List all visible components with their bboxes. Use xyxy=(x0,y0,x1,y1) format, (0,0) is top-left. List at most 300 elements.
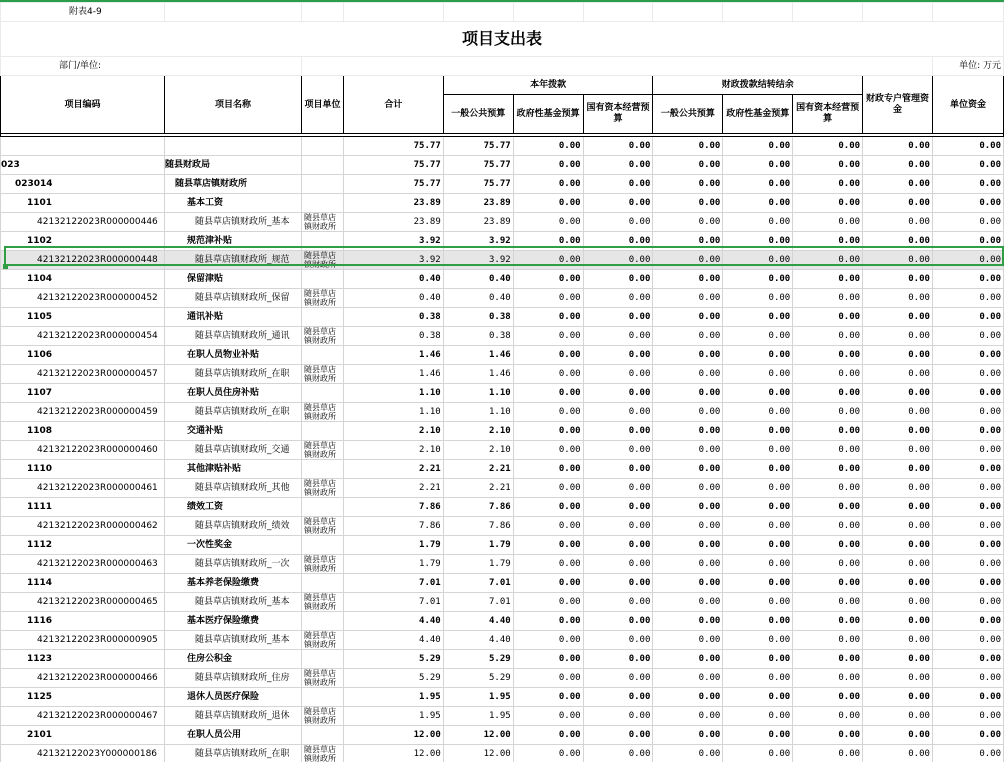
cell-amount[interactable]: 1.46 xyxy=(343,365,443,384)
cell-amount[interactable]: 0.00 xyxy=(583,536,653,555)
cell-amount[interactable]: 12.00 xyxy=(443,726,513,745)
cell-name[interactable] xyxy=(164,137,301,156)
cell-amount[interactable]: 0.00 xyxy=(583,460,653,479)
cell-amount[interactable]: 0.40 xyxy=(443,289,513,308)
cell-amount[interactable]: 2.10 xyxy=(443,441,513,460)
cell-code[interactable]: 1123 xyxy=(1,650,165,669)
cell-unit[interactable] xyxy=(301,460,343,479)
cell-amount[interactable]: 12.00 xyxy=(443,745,513,762)
cell-amount[interactable]: 0.00 xyxy=(653,631,723,650)
cell-amount[interactable]: 0.00 xyxy=(863,270,933,289)
cell-code[interactable]: 1112 xyxy=(1,536,165,555)
cell-code[interactable]: 1101 xyxy=(1,194,165,213)
cell-code[interactable]: 42132122023R000000461 xyxy=(1,479,165,498)
cell-amount[interactable]: 0.00 xyxy=(863,251,933,270)
cell-code[interactable]: 1102 xyxy=(1,232,165,251)
cell-amount[interactable]: 0.00 xyxy=(513,707,583,726)
cell-amount[interactable]: 0.00 xyxy=(863,574,933,593)
cell-unit[interactable] xyxy=(301,308,343,327)
cell-name[interactable]: 随县草店镇财政所_绩效 xyxy=(164,517,301,536)
cell-amount[interactable]: 0.00 xyxy=(932,194,1003,213)
cell-amount[interactable]: 4.40 xyxy=(343,631,443,650)
cell-amount[interactable]: 0.00 xyxy=(723,726,793,745)
cell-amount[interactable]: 1.79 xyxy=(343,555,443,574)
cell-amount[interactable]: 0.00 xyxy=(793,536,863,555)
cell-amount[interactable]: 0.00 xyxy=(863,479,933,498)
cell-amount[interactable]: 0.00 xyxy=(863,669,933,688)
cell-amount[interactable]: 0.00 xyxy=(583,498,653,517)
cell-amount[interactable]: 0.00 xyxy=(513,593,583,612)
cell-amount[interactable]: 0.00 xyxy=(723,631,793,650)
cell-amount[interactable]: 0.00 xyxy=(653,707,723,726)
cell-amount[interactable]: 0.00 xyxy=(863,156,933,175)
cell-amount[interactable]: 0.00 xyxy=(723,536,793,555)
cell-amount[interactable]: 0.00 xyxy=(932,479,1003,498)
cell-amount[interactable]: 0.00 xyxy=(583,384,653,403)
cell-amount[interactable]: 3.92 xyxy=(443,251,513,270)
cell-unit[interactable]: 随县草店镇财政所 xyxy=(301,631,343,650)
cell-amount[interactable]: 0.00 xyxy=(513,156,583,175)
cell-amount[interactable]: 0.00 xyxy=(583,403,653,422)
cell-amount[interactable]: 0.00 xyxy=(723,194,793,213)
cell-name[interactable]: 随县草店镇财政所_保留 xyxy=(164,289,301,308)
cell-unit[interactable]: 随县草店镇财政所 xyxy=(301,251,343,270)
cell-amount[interactable]: 0.00 xyxy=(723,175,793,194)
cell-amount[interactable]: 0.00 xyxy=(653,137,723,156)
cell-unit[interactable]: 随县草店镇财政所 xyxy=(301,441,343,460)
cell-unit[interactable]: 随县草店镇财政所 xyxy=(301,745,343,762)
cell-amount[interactable]: 0.00 xyxy=(723,422,793,441)
cell-amount[interactable]: 0.00 xyxy=(653,726,723,745)
cell-amount[interactable]: 0.00 xyxy=(793,669,863,688)
cell-amount[interactable]: 0.00 xyxy=(653,745,723,762)
cell-amount[interactable]: 0.00 xyxy=(583,745,653,762)
cell-name[interactable]: 通讯补贴 xyxy=(164,308,301,327)
cell-amount[interactable]: 0.00 xyxy=(793,384,863,403)
cell-amount[interactable]: 0.00 xyxy=(653,650,723,669)
cell-amount[interactable]: 0.00 xyxy=(513,517,583,536)
cell-amount[interactable]: 0.00 xyxy=(583,612,653,631)
sheet-tag[interactable]: 附表4-9 xyxy=(1,3,165,22)
header-g1-state[interactable]: 国有资本经营预算 xyxy=(583,95,653,134)
cell-code[interactable]: 1116 xyxy=(1,612,165,631)
cell-code[interactable]: 42132122023R000000462 xyxy=(1,517,165,536)
cell-amount[interactable]: 0.00 xyxy=(932,251,1003,270)
cell-amount[interactable]: 1.10 xyxy=(343,384,443,403)
cell-amount[interactable]: 2.21 xyxy=(443,460,513,479)
cell-amount[interactable]: 0.00 xyxy=(583,631,653,650)
cell-amount[interactable]: 0.00 xyxy=(513,384,583,403)
cell-amount[interactable]: 0.00 xyxy=(653,574,723,593)
cell-code[interactable]: 1125 xyxy=(1,688,165,707)
cell-name[interactable]: 随县草店镇财政所_通讯 xyxy=(164,327,301,346)
cell-amount[interactable]: 5.29 xyxy=(343,650,443,669)
cell-amount[interactable]: 0.00 xyxy=(793,175,863,194)
cell-unit[interactable]: 随县草店镇财政所 xyxy=(301,289,343,308)
cell-amount[interactable]: 0.00 xyxy=(793,251,863,270)
cell-amount[interactable]: 0.00 xyxy=(723,365,793,384)
cell-name[interactable]: 保留津贴 xyxy=(164,270,301,289)
cell-name[interactable]: 基本医疗保险缴费 xyxy=(164,612,301,631)
cell-amount[interactable]: 0.00 xyxy=(653,403,723,422)
cell-amount[interactable]: 0.00 xyxy=(793,403,863,422)
cell-name[interactable]: 随县草店镇财政所_交通 xyxy=(164,441,301,460)
cell-amount[interactable]: 0.00 xyxy=(793,156,863,175)
cell-amount[interactable]: 0.00 xyxy=(793,232,863,251)
cell-amount[interactable]: 0.40 xyxy=(343,270,443,289)
cell-code[interactable]: 42132122023R000000463 xyxy=(1,555,165,574)
cell-amount[interactable]: 12.00 xyxy=(343,726,443,745)
header-group-current-year[interactable]: 本年拨款 xyxy=(443,76,653,95)
cell-amount[interactable]: 7.86 xyxy=(343,517,443,536)
cell-amount[interactable]: 0.00 xyxy=(863,327,933,346)
unit-label[interactable]: 单位: 万元 xyxy=(932,57,1003,76)
cell-amount[interactable]: 0.00 xyxy=(723,346,793,365)
cell-amount[interactable]: 0.00 xyxy=(653,688,723,707)
cell-amount[interactable]: 0.00 xyxy=(723,308,793,327)
cell-amount[interactable]: 0.00 xyxy=(513,631,583,650)
cell-amount[interactable]: 0.38 xyxy=(343,327,443,346)
cell-amount[interactable]: 0.00 xyxy=(653,612,723,631)
cell-amount[interactable]: 0.00 xyxy=(863,460,933,479)
cell-unit[interactable] xyxy=(301,270,343,289)
cell-code[interactable]: 42132122023R000000465 xyxy=(1,593,165,612)
cell-amount[interactable]: 0.00 xyxy=(583,707,653,726)
cell-amount[interactable]: 0.00 xyxy=(793,631,863,650)
cell-amount[interactable]: 0.00 xyxy=(932,441,1003,460)
cell-amount[interactable]: 0.40 xyxy=(443,270,513,289)
cell-code[interactable]: 42132122023R000000466 xyxy=(1,669,165,688)
cell-amount[interactable]: 0.00 xyxy=(513,289,583,308)
cell-amount[interactable]: 0.00 xyxy=(723,745,793,762)
cell-amount[interactable]: 0.00 xyxy=(513,194,583,213)
cell-amount[interactable]: 1.46 xyxy=(443,346,513,365)
cell-code[interactable]: 1106 xyxy=(1,346,165,365)
cell-amount[interactable]: 0.00 xyxy=(513,688,583,707)
cell-amount[interactable]: 0.00 xyxy=(932,213,1003,232)
cell-name[interactable]: 随县财政局 xyxy=(164,156,301,175)
cell-amount[interactable]: 1.79 xyxy=(443,555,513,574)
cell-name[interactable]: 交通补贴 xyxy=(164,422,301,441)
cell-amount[interactable]: 1.79 xyxy=(443,536,513,555)
cell-unit[interactable] xyxy=(301,536,343,555)
cell-code[interactable]: 42132122023R000000459 xyxy=(1,403,165,422)
fill-handle[interactable] xyxy=(3,264,8,269)
cell-unit[interactable]: 随县草店镇财政所 xyxy=(301,327,343,346)
cell-amount[interactable]: 75.77 xyxy=(343,137,443,156)
cell-unit[interactable] xyxy=(301,726,343,745)
cell-amount[interactable]: 0.00 xyxy=(513,479,583,498)
header-g2-state[interactable]: 国有资本经营预算 xyxy=(793,95,863,134)
cell-amount[interactable]: 0.38 xyxy=(443,308,513,327)
cell-amount[interactable]: 3.92 xyxy=(443,232,513,251)
cell-name[interactable]: 随县草店镇财政所_住房 xyxy=(164,669,301,688)
cell-amount[interactable]: 0.00 xyxy=(513,327,583,346)
cell-amount[interactable]: 0.00 xyxy=(863,232,933,251)
cell-amount[interactable]: 0.00 xyxy=(513,270,583,289)
cell-amount[interactable]: 0.00 xyxy=(793,498,863,517)
cell-amount[interactable]: 0.00 xyxy=(653,536,723,555)
cell-amount[interactable]: 1.95 xyxy=(343,707,443,726)
cell-unit[interactable] xyxy=(301,156,343,175)
cell-name[interactable]: 在职人员物业补贴 xyxy=(164,346,301,365)
cell-amount[interactable]: 75.77 xyxy=(443,156,513,175)
cell-amount[interactable]: 2.10 xyxy=(343,441,443,460)
cell-amount[interactable]: 0.00 xyxy=(653,593,723,612)
cell-amount[interactable]: 0.00 xyxy=(723,612,793,631)
cell-code[interactable]: 42132122023R000000457 xyxy=(1,365,165,384)
cell-amount[interactable]: 0.00 xyxy=(793,745,863,762)
cell-amount[interactable]: 0.00 xyxy=(513,308,583,327)
cell-name[interactable]: 随县草店镇财政所 xyxy=(164,175,301,194)
cell-amount[interactable]: 0.00 xyxy=(932,384,1003,403)
cell-amount[interactable]: 23.89 xyxy=(443,213,513,232)
cell-unit[interactable] xyxy=(301,137,343,156)
cell-amount[interactable]: 0.00 xyxy=(723,555,793,574)
cell-code[interactable]: 42132122023R000000446 xyxy=(1,213,165,232)
cell-amount[interactable]: 0.00 xyxy=(723,688,793,707)
cell-amount[interactable]: 0.00 xyxy=(723,232,793,251)
cell-amount[interactable]: 0.00 xyxy=(932,232,1003,251)
cell-amount[interactable]: 0.00 xyxy=(583,593,653,612)
cell-amount[interactable]: 0.00 xyxy=(653,479,723,498)
cell-amount[interactable]: 0.00 xyxy=(653,346,723,365)
cell-code[interactable]: 023 xyxy=(1,156,165,175)
cell-amount[interactable]: 1.95 xyxy=(443,688,513,707)
cell-amount[interactable]: 0.00 xyxy=(932,498,1003,517)
cell-amount[interactable]: 0.00 xyxy=(513,232,583,251)
cell-amount[interactable]: 0.00 xyxy=(583,213,653,232)
cell-amount[interactable]: 1.79 xyxy=(343,536,443,555)
cell-amount[interactable]: 0.00 xyxy=(653,365,723,384)
cell-amount[interactable]: 1.95 xyxy=(443,707,513,726)
cell-amount[interactable]: 0.00 xyxy=(863,441,933,460)
cell-amount[interactable]: 0.00 xyxy=(513,555,583,574)
cell-amount[interactable]: 0.00 xyxy=(583,365,653,384)
cell-amount[interactable]: 0.00 xyxy=(723,213,793,232)
cell-amount[interactable]: 0.00 xyxy=(793,688,863,707)
cell-amount[interactable]: 0.00 xyxy=(932,631,1003,650)
cell-amount[interactable]: 0.00 xyxy=(513,498,583,517)
cell-amount[interactable]: 0.00 xyxy=(583,517,653,536)
cell-name[interactable]: 一次性奖金 xyxy=(164,536,301,555)
header-group-carryover[interactable]: 财政拨款结转结余 xyxy=(653,76,863,95)
cell-code[interactable]: 1108 xyxy=(1,422,165,441)
cell-amount[interactable]: 0.00 xyxy=(723,289,793,308)
cell-amount[interactable]: 0.00 xyxy=(932,422,1003,441)
cell-amount[interactable]: 0.00 xyxy=(793,612,863,631)
cell-amount[interactable]: 0.00 xyxy=(932,365,1003,384)
cell-amount[interactable]: 0.00 xyxy=(793,327,863,346)
cell-amount[interactable]: 0.00 xyxy=(583,175,653,194)
cell-amount[interactable]: 0.00 xyxy=(932,536,1003,555)
cell-amount[interactable]: 0.00 xyxy=(932,612,1003,631)
cell-amount[interactable]: 0.00 xyxy=(583,327,653,346)
cell-amount[interactable]: 0.00 xyxy=(793,422,863,441)
cell-amount[interactable]: 0.00 xyxy=(653,175,723,194)
cell-code[interactable]: 42132122023R000000454 xyxy=(1,327,165,346)
cell-name[interactable]: 随县草店镇财政所_在职 xyxy=(164,365,301,384)
cell-code[interactable]: 1105 xyxy=(1,308,165,327)
cell-amount[interactable]: 0.00 xyxy=(583,194,653,213)
cell-unit[interactable] xyxy=(301,194,343,213)
cell-unit[interactable] xyxy=(301,346,343,365)
cell-amount[interactable]: 2.21 xyxy=(343,460,443,479)
cell-unit[interactable] xyxy=(301,688,343,707)
cell-name[interactable]: 随县草店镇财政所_规范 xyxy=(164,251,301,270)
cell-amount[interactable]: 7.01 xyxy=(443,574,513,593)
cell-amount[interactable]: 0.00 xyxy=(793,707,863,726)
cell-amount[interactable]: 0.00 xyxy=(653,441,723,460)
cell-amount[interactable]: 0.00 xyxy=(863,365,933,384)
cell-amount[interactable]: 0.00 xyxy=(863,631,933,650)
page-title[interactable]: 项目支出表 xyxy=(1,22,1004,57)
cell-name[interactable]: 随县草店镇财政所_一次 xyxy=(164,555,301,574)
cell-amount[interactable]: 0.00 xyxy=(863,555,933,574)
cell-amount[interactable]: 0.00 xyxy=(583,270,653,289)
cell-amount[interactable]: 0.00 xyxy=(513,441,583,460)
cell-amount[interactable]: 0.00 xyxy=(653,384,723,403)
cell-name[interactable]: 基本养老保险缴费 xyxy=(164,574,301,593)
cell-amount[interactable]: 7.01 xyxy=(443,593,513,612)
cell-amount[interactable]: 0.00 xyxy=(513,745,583,762)
cell-amount[interactable]: 0.00 xyxy=(583,308,653,327)
cell-amount[interactable]: 0.00 xyxy=(723,327,793,346)
cell-amount[interactable]: 0.00 xyxy=(863,536,933,555)
cell-amount[interactable]: 0.00 xyxy=(932,688,1003,707)
cell-name[interactable]: 随县草店镇财政所_基本 xyxy=(164,213,301,232)
cell-unit[interactable]: 随县草店镇财政所 xyxy=(301,365,343,384)
cell-amount[interactable]: 0.00 xyxy=(793,194,863,213)
cell-code[interactable]: 023014 xyxy=(1,175,165,194)
cell-amount[interactable]: 0.00 xyxy=(723,156,793,175)
cell-amount[interactable]: 0.00 xyxy=(583,726,653,745)
cell-amount[interactable]: 0.00 xyxy=(863,308,933,327)
cell-amount[interactable]: 0.00 xyxy=(793,213,863,232)
cell-amount[interactable]: 5.29 xyxy=(443,650,513,669)
cell-amount[interactable]: 0.00 xyxy=(932,308,1003,327)
cell-amount[interactable]: 0.00 xyxy=(513,669,583,688)
header-g1-fund[interactable]: 政府性基金预算 xyxy=(513,95,583,134)
cell-amount[interactable]: 0.00 xyxy=(653,251,723,270)
cell-amount[interactable]: 0.00 xyxy=(513,213,583,232)
cell-amount[interactable]: 0.00 xyxy=(513,251,583,270)
cell-amount[interactable]: 0.00 xyxy=(513,726,583,745)
cell-name[interactable]: 住房公积金 xyxy=(164,650,301,669)
cell-amount[interactable]: 0.00 xyxy=(653,270,723,289)
cell-amount[interactable]: 2.10 xyxy=(443,422,513,441)
cell-amount[interactable]: 0.00 xyxy=(932,403,1003,422)
cell-amount[interactable]: 0.00 xyxy=(863,726,933,745)
cell-amount[interactable]: 0.00 xyxy=(583,650,653,669)
cell-amount[interactable]: 75.77 xyxy=(343,175,443,194)
cell-amount[interactable]: 5.29 xyxy=(343,669,443,688)
cell-amount[interactable]: 0.00 xyxy=(932,289,1003,308)
cell-amount[interactable]: 1.46 xyxy=(343,346,443,365)
cell-amount[interactable]: 0.00 xyxy=(583,574,653,593)
cell-amount[interactable]: 0.00 xyxy=(513,175,583,194)
cell-amount[interactable]: 0.00 xyxy=(653,232,723,251)
cell-amount[interactable]: 0.00 xyxy=(513,365,583,384)
cell-name[interactable]: 随县草店镇财政所_其他 xyxy=(164,479,301,498)
cell-amount[interactable]: 0.00 xyxy=(583,289,653,308)
cell-amount[interactable]: 1.10 xyxy=(443,384,513,403)
cell-amount[interactable]: 0.00 xyxy=(863,612,933,631)
cell-amount[interactable]: 2.21 xyxy=(343,479,443,498)
cell-code[interactable]: 42132122023Y000000186 xyxy=(1,745,165,762)
cell-amount[interactable]: 0.00 xyxy=(723,669,793,688)
cell-amount[interactable]: 75.77 xyxy=(443,137,513,156)
cell-amount[interactable]: 1.46 xyxy=(443,365,513,384)
cell-amount[interactable]: 0.00 xyxy=(513,346,583,365)
cell-unit[interactable]: 随县草店镇财政所 xyxy=(301,669,343,688)
cell-amount[interactable]: 0.00 xyxy=(583,346,653,365)
cell-code[interactable]: 42132122023R000000452 xyxy=(1,289,165,308)
cell-amount[interactable]: 0.00 xyxy=(793,308,863,327)
cell-amount[interactable]: 0.00 xyxy=(723,441,793,460)
cell-name[interactable]: 在职人员住房补贴 xyxy=(164,384,301,403)
cell-unit[interactable] xyxy=(301,175,343,194)
cell-unit[interactable]: 随县草店镇财政所 xyxy=(301,213,343,232)
cell-amount[interactable]: 0.00 xyxy=(653,555,723,574)
cell-amount[interactable]: 0.40 xyxy=(343,289,443,308)
cell-amount[interactable]: 0.00 xyxy=(653,517,723,536)
cell-amount[interactable]: 0.00 xyxy=(513,536,583,555)
cell-amount[interactable]: 0.00 xyxy=(863,194,933,213)
cell-amount[interactable]: 0.00 xyxy=(723,593,793,612)
header-special-account[interactable]: 财政专户管理资金 xyxy=(863,76,933,134)
cell-amount[interactable]: 0.00 xyxy=(723,384,793,403)
cell-amount[interactable]: 0.00 xyxy=(932,327,1003,346)
cell-amount[interactable]: 0.00 xyxy=(583,251,653,270)
cell-amount[interactable]: 0.00 xyxy=(583,555,653,574)
header-unit[interactable]: 项目单位 xyxy=(301,76,343,134)
cell-amount[interactable]: 0.00 xyxy=(932,346,1003,365)
cell-amount[interactable]: 0.00 xyxy=(583,441,653,460)
cell-amount[interactable]: 1.95 xyxy=(343,688,443,707)
cell-amount[interactable]: 0.00 xyxy=(932,707,1003,726)
cell-amount[interactable]: 0.00 xyxy=(723,707,793,726)
cell-code[interactable]: 2101 xyxy=(1,726,165,745)
cell-amount[interactable]: 0.00 xyxy=(723,574,793,593)
cell-amount[interactable]: 0.00 xyxy=(793,270,863,289)
cell-amount[interactable]: 0.00 xyxy=(793,460,863,479)
cell-name[interactable]: 随县草店镇财政所_退休 xyxy=(164,707,301,726)
cell-amount[interactable]: 0.00 xyxy=(863,517,933,536)
cell-amount[interactable]: 5.29 xyxy=(443,669,513,688)
cell-amount[interactable]: 0.00 xyxy=(932,270,1003,289)
cell-amount[interactable]: 0.00 xyxy=(863,593,933,612)
cell-amount[interactable]: 0.00 xyxy=(653,213,723,232)
cell-amount[interactable]: 7.86 xyxy=(443,517,513,536)
cell-name[interactable]: 随县草店镇财政所_在职 xyxy=(164,745,301,762)
cell-amount[interactable]: 0.00 xyxy=(513,612,583,631)
cell-unit[interactable]: 随县草店镇财政所 xyxy=(301,517,343,536)
cell-amount[interactable]: 0.00 xyxy=(723,498,793,517)
cell-amount[interactable]: 0.00 xyxy=(793,726,863,745)
cell-amount[interactable]: 1.10 xyxy=(343,403,443,422)
header-own-funds[interactable]: 单位资金 xyxy=(932,76,1003,134)
cell-unit[interactable] xyxy=(301,232,343,251)
cell-amount[interactable]: 0.00 xyxy=(863,707,933,726)
cell-code[interactable]: 42132122023R000000467 xyxy=(1,707,165,726)
header-g2-public[interactable]: 一般公共预算 xyxy=(653,95,723,134)
cell-amount[interactable]: 0.00 xyxy=(793,574,863,593)
cell-amount[interactable]: 0.00 xyxy=(932,156,1003,175)
cell-amount[interactable]: 0.00 xyxy=(932,726,1003,745)
cell-amount[interactable]: 3.92 xyxy=(343,232,443,251)
cell-unit[interactable] xyxy=(301,650,343,669)
